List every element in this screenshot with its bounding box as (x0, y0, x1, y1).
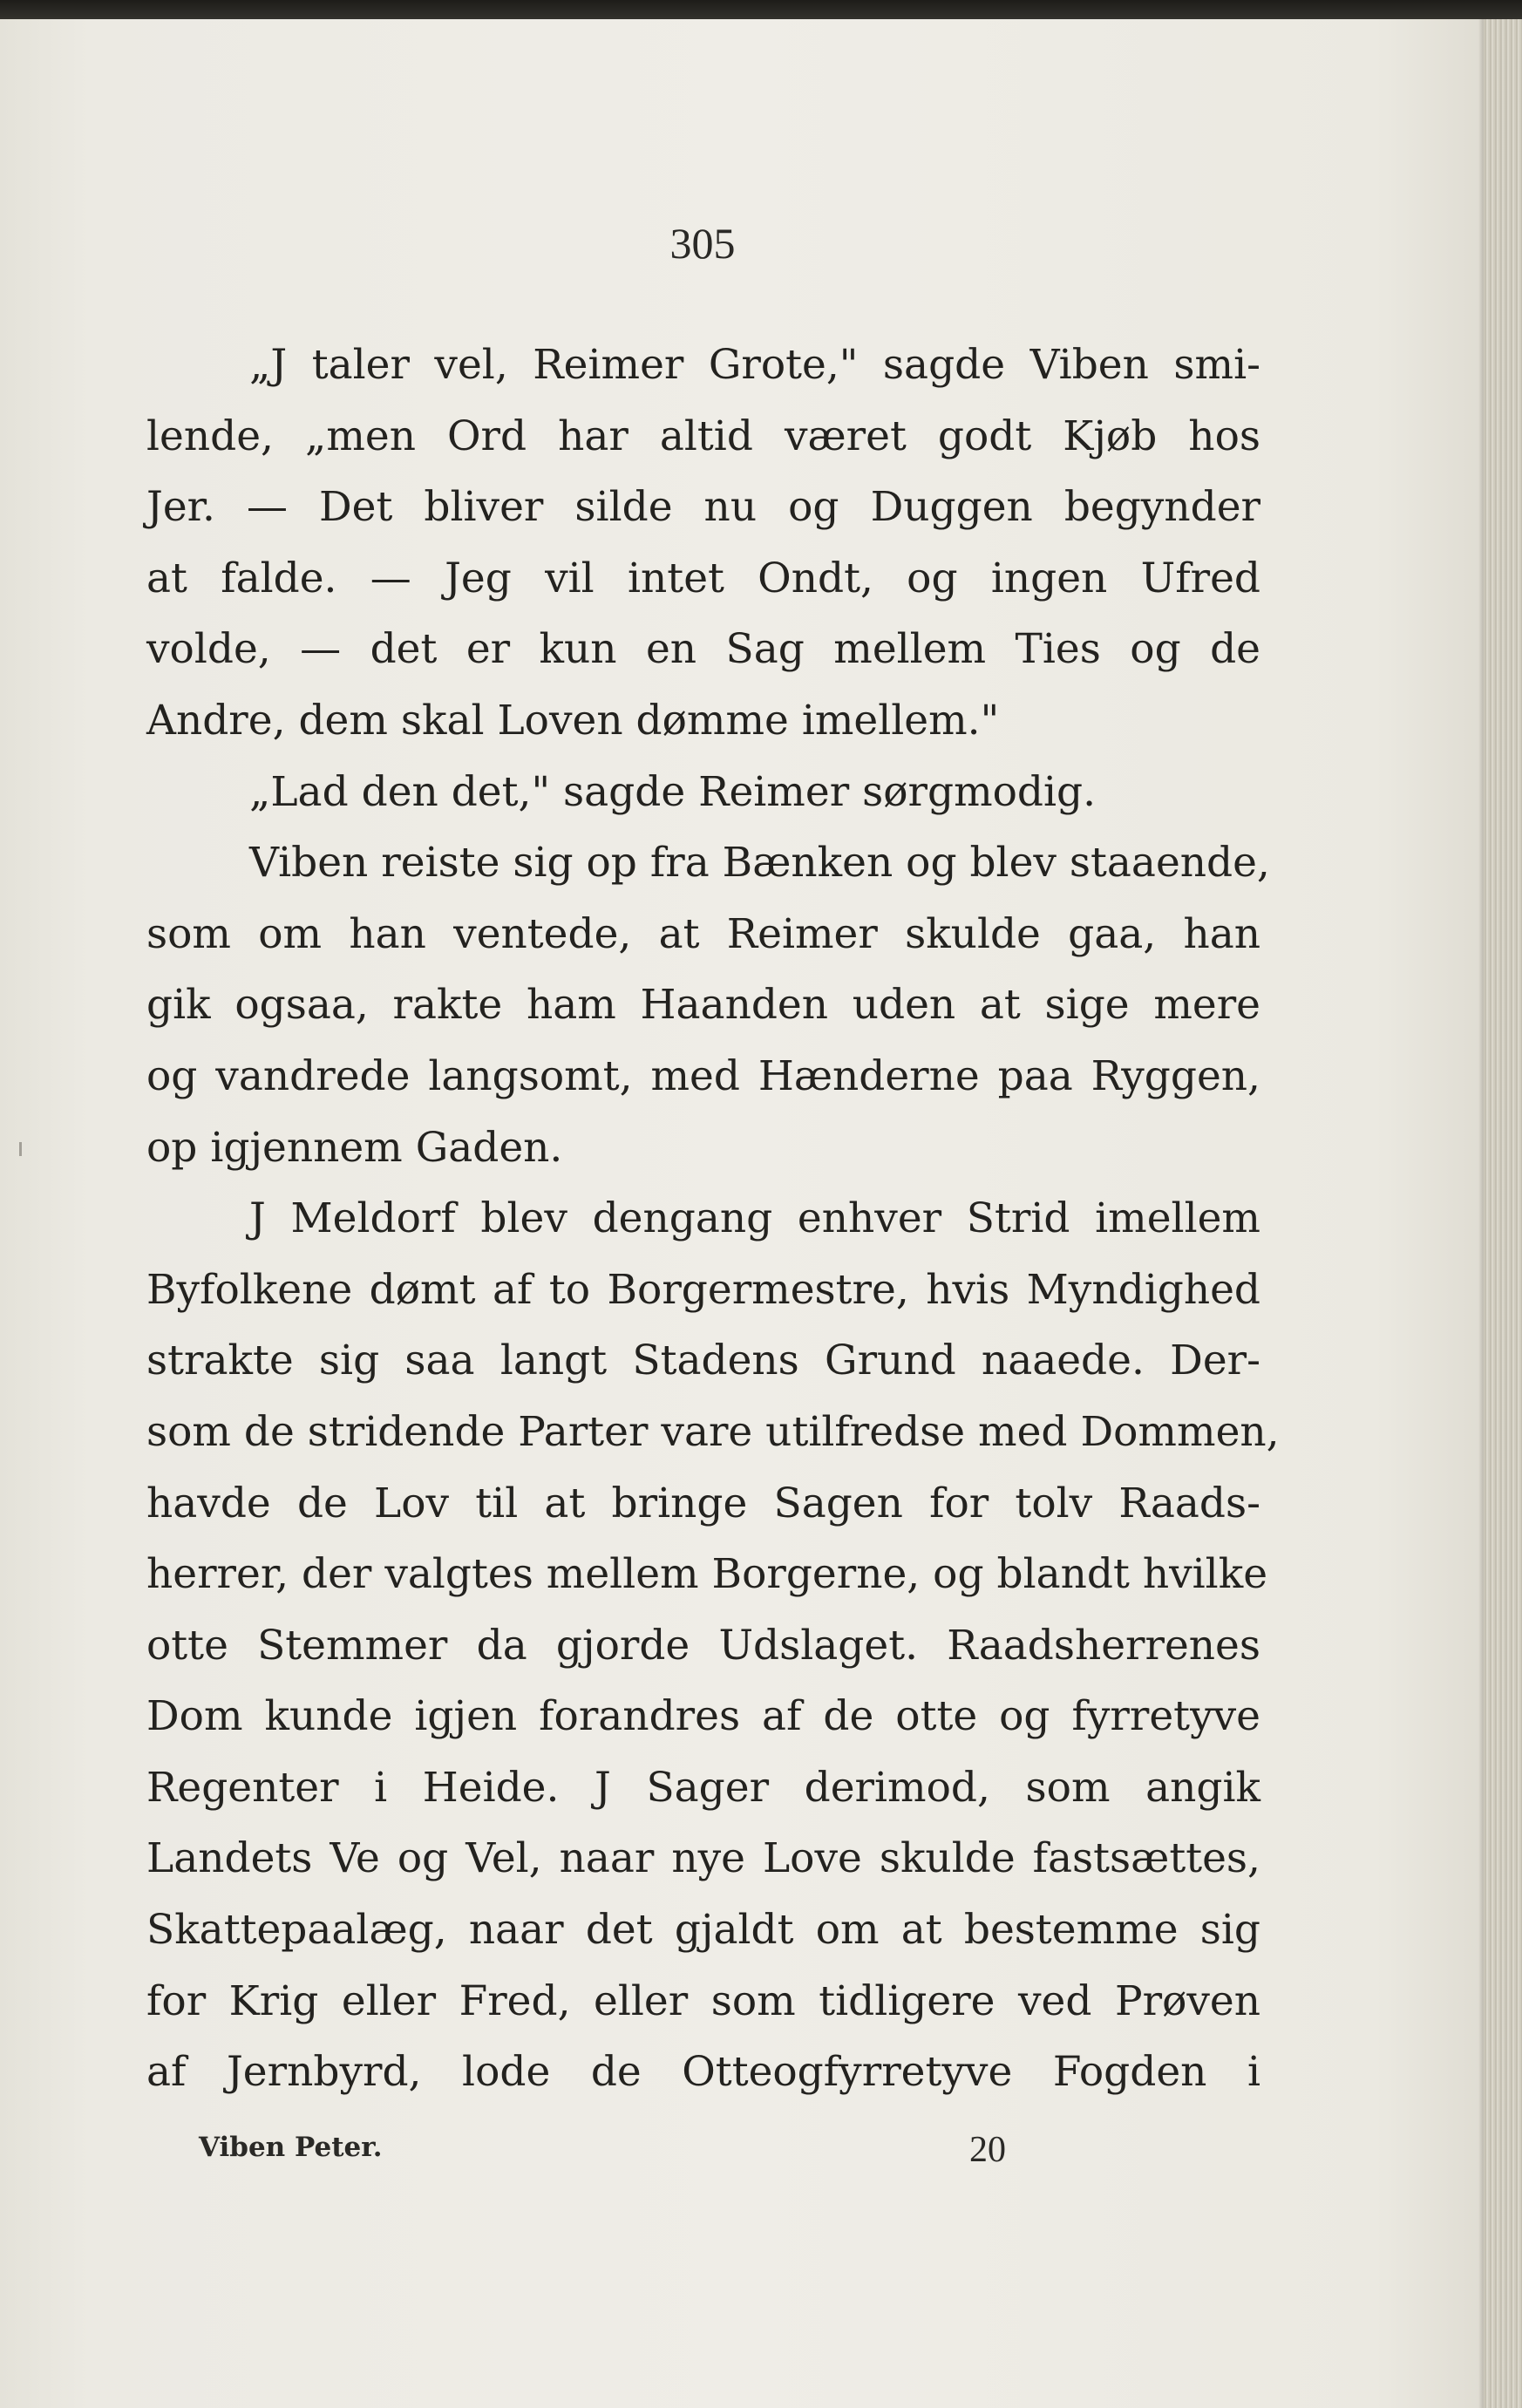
text-line: at falde. — Jeg vil intet Ondt, og ingen Ufred (146, 554, 1260, 602)
text-line: J Meldorf blev dengang enhver Strid imellem (249, 1194, 1260, 1243)
text-line: volde, — det er kun en Sag mellem Ties og de (146, 625, 1260, 674)
footer-sheet-number: 20 (969, 2130, 1006, 2170)
paper-speck (19, 1142, 22, 1156)
page-number: 305 (669, 219, 736, 268)
text-line: Regenter i Heide. J Sager derimod, som angik (146, 1763, 1260, 1812)
text-line: og vandrede langsomt, med Hænderne paa Ryggen, (146, 1051, 1260, 1100)
text-line: lende, „men Ord har altid været godt Kjøb hos (146, 412, 1260, 460)
footer-signature: Viben Peter. (199, 2132, 383, 2163)
text-line: otte Stemmer da gjorde Udslaget. Raadsherrenes (146, 1621, 1260, 1670)
text-line: op igjennem Gaden. (146, 1123, 563, 1172)
text-line: herrer, der valgtes mellem Borgerne, og blandt hvilke (146, 1550, 1268, 1599)
text-line: Dom kunde igjen forandres af de otte og fyrretyve (146, 1692, 1260, 1741)
text-line: gik ogsaa, rakte ham Haanden uden at sige mere (146, 981, 1260, 1030)
text-line: som de stridende Parter vare utilfredse med Dommen, (146, 1407, 1280, 1456)
text-line: Landets Ve og Vel, naar nye Love skulde fastsættes, (146, 1834, 1260, 1883)
text-line: Skattepaalæg, naar det gjaldt om at bestemme sig (146, 1906, 1260, 1955)
text-line: „Lad den det," sagde Reimer sørgmodig. (249, 767, 1097, 816)
text-line: „J taler vel, Reimer Grote," sagde Viben smi- (249, 341, 1260, 389)
text-line: Andre, dem skal Loven dømme imellem." (146, 696, 1000, 745)
text-line: strakte sig saa langt Stadens Grund naaede. Der- (146, 1337, 1260, 1385)
text-line: Byfolkene dømt af to Borgermestre, hvis Myndighed (146, 1265, 1260, 1314)
text-line: Viben reiste sig op fra Bænken og blev staaende, (249, 839, 1270, 888)
body-text (146, 330, 1280, 2108)
text-line: som om han ventede, at Reimer skulde gaa, han (146, 909, 1260, 958)
text-line: havde de Lov til at bringe Sagen for tolv Raads- (146, 1479, 1260, 1527)
page-edge (1484, 19, 1522, 2408)
text-line: Jer. — Det bliver silde nu og Duggen begynder (146, 483, 1260, 532)
text-line: af Jernbyrd, lode de Otteogfyrretyve Fogden i (146, 2048, 1260, 2097)
text-line: for Krig eller Fred, eller som tidligere ved Prøven (146, 1976, 1260, 2025)
